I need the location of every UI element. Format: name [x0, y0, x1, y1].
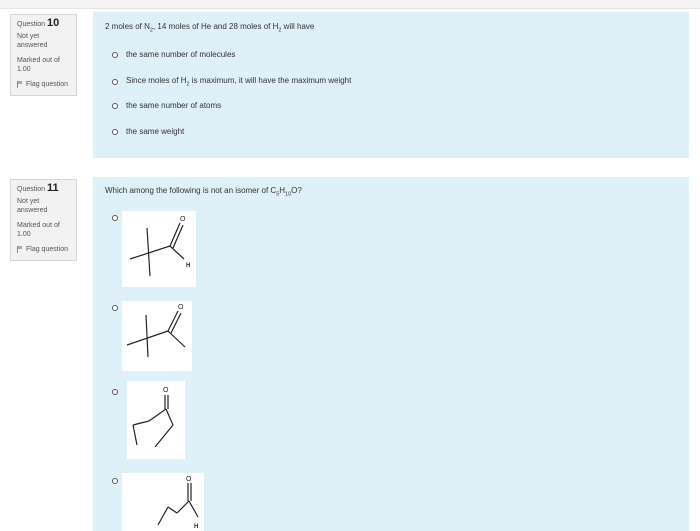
oxygen-label: O — [178, 304, 184, 311]
molecule-bonds — [158, 483, 198, 525]
radio-button[interactable] — [112, 79, 118, 85]
answer-label: the same weight — [126, 127, 185, 136]
answer-option-b[interactable] — [112, 76, 351, 88]
oxygen-label: O — [163, 387, 169, 394]
question-number — [17, 19, 71, 29]
question-text: Which among the following is not an isomer of $C_5H_{10}O$? — [105, 186, 302, 198]
radio-button[interactable] — [112, 52, 118, 58]
molecule-structure-a — [122, 211, 196, 287]
molecule-bonds — [130, 223, 184, 276]
oxygen-label: O — [180, 216, 186, 223]
oxygen-label: O — [186, 476, 192, 483]
flag-question-link[interactable] — [17, 80, 71, 89]
radio-button[interactable] — [112, 389, 118, 395]
molecule-structure-c — [127, 381, 185, 459]
molecule-structure-b — [122, 301, 192, 371]
radio-button[interactable] — [112, 478, 118, 484]
top-divider — [0, 0, 700, 9]
radio-button[interactable] — [112, 129, 118, 135]
question-11-info — [10, 179, 77, 261]
question-10-content — [93, 12, 689, 158]
radio-button[interactable] — [112, 305, 118, 311]
radio-button[interactable] — [112, 215, 118, 221]
question-label: Question — [17, 21, 46, 28]
question-number-value: 10 — [47, 17, 60, 29]
flag-icon — [17, 81, 23, 88]
question-mark: Marked out of 1.00 — [17, 57, 60, 73]
question-status: Not yet answered — [17, 198, 48, 214]
molecule-structure-d — [122, 473, 204, 531]
answer-option-d[interactable] — [112, 127, 184, 136]
molecule-bonds — [127, 311, 185, 357]
question-11-content — [93, 177, 689, 531]
question-text: 2 moles of $N_2$, 14 moles of He and 28 moles of $H_2$ will have — [105, 22, 315, 34]
answer-label: Since moles of $H_2$ is maximum, it will have the maximum weight — [126, 76, 352, 88]
question-number-value: 11 — [47, 182, 59, 194]
answer-label: the same number of molecules — [126, 50, 236, 59]
flag-icon — [17, 246, 23, 253]
answer-label: the same number of atoms — [126, 101, 222, 110]
molecule-bonds — [133, 395, 173, 447]
question-label: Question — [17, 186, 46, 193]
flag-question-label: Flag question — [26, 246, 69, 253]
radio-button[interactable] — [112, 103, 118, 109]
flag-question-link[interactable] — [17, 245, 71, 254]
answer-option-a[interactable] — [112, 50, 235, 59]
question-10-info — [10, 14, 77, 96]
question-mark: Marked out of 1.00 — [17, 222, 60, 238]
question-status: Not yet answered — [17, 33, 48, 49]
question-number — [17, 184, 71, 194]
hydrogen-label: H — [194, 524, 199, 530]
flag-question-label: Flag question — [26, 81, 69, 88]
answer-option-c[interactable] — [112, 101, 221, 110]
hydrogen-label: H — [186, 263, 191, 269]
